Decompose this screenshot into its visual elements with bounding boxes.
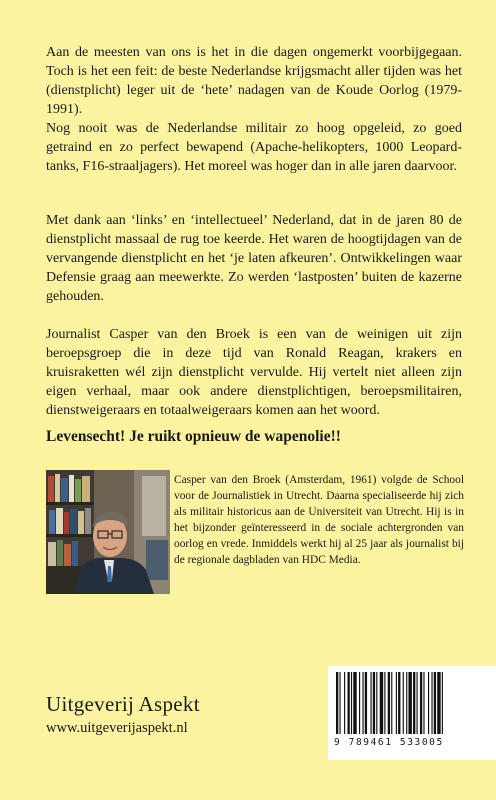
barcode-bar <box>434 672 436 734</box>
barcode-bar <box>420 672 422 734</box>
publisher-website: www.uitgeverijaspekt.nl <box>46 720 188 736</box>
barcode-bar <box>371 672 372 734</box>
barcode-bar <box>373 672 375 734</box>
barcode-bar <box>388 672 390 734</box>
barcode-bar <box>398 672 400 734</box>
barcode-bar <box>380 672 383 734</box>
barcode-number: 9 789461 533005 <box>334 737 444 748</box>
barcode-bar <box>359 672 360 734</box>
barcode-bar <box>431 672 432 734</box>
barcode-bar <box>339 672 340 734</box>
barcode-bar <box>406 672 407 734</box>
barcode-bar <box>351 672 352 734</box>
barcode-bars <box>334 672 490 736</box>
barcode-bar <box>437 672 440 734</box>
barcode-bar <box>362 672 363 734</box>
barcode-bar <box>408 672 411 734</box>
tagline: Levensecht! Je ruikt opnieuw de wapenolie!! <box>46 428 341 445</box>
blurb-paragraph-1: Aan de meesten van ons is het in die dagen ongemerkt voorbijgegaan. Toch is het een feit: de beste Nederlandse krijgsmacht aller tijden was het (dienstplicht) leger uit de ‘hete’ nadagen van de Koude Oorlog (1979-1991). <box>46 45 462 117</box>
barcode-bar <box>336 672 338 734</box>
barcode-bar <box>396 672 397 734</box>
barcode-bar <box>391 672 392 734</box>
author-photo-illustration <box>46 470 170 594</box>
blurb-paragraph-4: Journalist Casper van den Broek is een van de weinigen uit zijn beroepsgroep die in deze tijd van Ronald Reagan, krakers en kruisraketten wél zijn dienstplicht vervulde. Hij vertelt niet alleen zijn eigen verhaal, maar ook andere dienstplichtigen, beroepsmilitairen, dienstweigeraars en totaalweigeraars komen aan het woord. <box>46 327 462 418</box>
barcode-bar <box>413 672 415 734</box>
barcode-bar <box>423 672 424 734</box>
author-photo <box>46 470 170 594</box>
isbn-barcode <box>328 666 496 760</box>
barcode-bar <box>384 672 385 734</box>
author-bio: Casper van den Broek (Amsterdam, 1961) volgde de School voor de Journalistiek in Utrecht. Daarna specialiseerde hij zich als militair historicus aan de Universiteit van Utrecht. Hij is in het bijzonder geïnteresseerd in de sociale achtergronden van oorlog en vrede. Inmiddels werkt hij al 25 jaar als journalist bij de regionale dagbladen van HDC Media. <box>174 474 464 566</box>
blurb-paragraph-3: Met dank aan ‘links’ en ‘intellectueel’ Nederland, dat in de jaren 80 de dienstplicht massaal de rug toe keerde. Het waren de hoogtijdagen van de vervangende dienstplicht en het ‘je laten afkeuren’. Ontwikkelingen waar Defensie graag aan meewerkte. Zo werden ‘lastposten’ buiten de kazerne gehouden. <box>46 213 462 304</box>
barcode-bar <box>353 672 356 734</box>
barcode-bar <box>376 672 377 734</box>
barcode-bar <box>428 672 429 734</box>
barcode-bar <box>344 672 345 734</box>
barcode-bar <box>442 672 443 734</box>
barcode-bar <box>348 672 350 734</box>
publisher-name: Uitgeverij Aspekt <box>46 692 200 716</box>
barcode-bar <box>365 672 367 734</box>
barcode-bar <box>403 672 404 734</box>
barcode-bar <box>417 672 418 734</box>
blurb-paragraph-2: Nog nooit was de Nederlandse militair zo hoog opgeleid, zo goed getraind en zo perfect bewapend (Apache-helikopters, 1000 Leopard-tanks, F16-straaljagers). Het moreel was hoger dan in alle jaren daarvoor. <box>46 121 462 174</box>
